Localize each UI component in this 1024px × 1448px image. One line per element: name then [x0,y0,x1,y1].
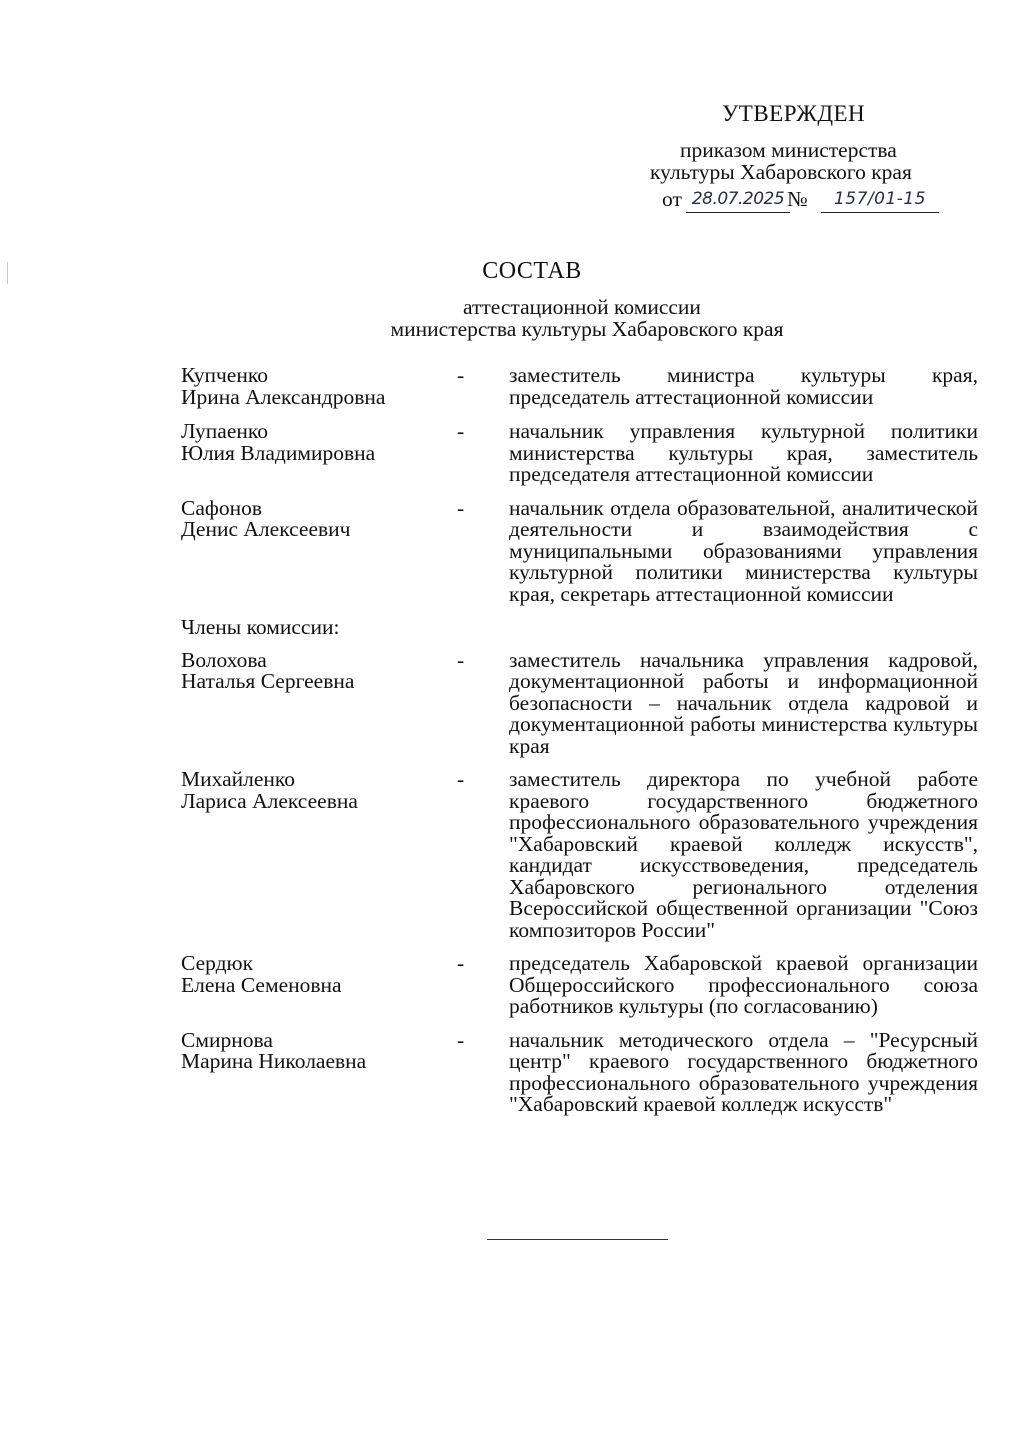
separator-dash: - [457,951,465,975]
separator-dash: - [457,495,465,520]
separator-dash: - [457,647,465,672]
member-role: заместитель начальника управления кадровой, документационной работы и информационной безопасности – начальник отдела кадровой и документационной работы министерства культуры края [509,647,978,758]
member-given-names: Юлия Владимировна [181,440,376,465]
member-given-names: Денис Алексеевич [181,517,351,541]
member-name [181,953,457,996]
separator-dash: - [457,363,465,387]
member-surname: Сафонов [181,495,262,520]
member-surname: Смирнова [181,1027,273,1052]
separator-dash: - [457,419,465,443]
member-given-names: Марина Николаевна [181,1049,367,1073]
member-given-names: Наталья Сергеевна [181,669,355,693]
document-title: СОСТАВ [482,258,582,284]
document-subtitle-line-1: аттестационной комиссии [463,295,701,319]
approval-line-2: культуры Хабаровского края [650,160,912,184]
member-surname: Волохова [181,647,267,672]
end-of-list-rule [487,1239,668,1240]
separator-dash: - [457,767,465,791]
member-row [181,1027,978,1116]
member-role: председатель Хабаровской краевой организации Общероссийского профессионального союза работников культуры (по согласованию) [509,951,978,1018]
member-name [181,769,457,812]
member-given-names: Лариса Алексеевна [181,788,358,813]
separator-dash: - [457,1027,465,1052]
members-section-label: Члены комиссии: [181,615,340,639]
member-given-names: Елена Семеновна [181,972,342,997]
order-prefix: от [662,187,682,211]
member-name [181,421,457,464]
approval-title: УТВЕРЖДЕН [722,101,866,126]
member-given-names: Ирина Александровна [181,384,386,409]
member-row [181,769,978,941]
member-row [181,953,978,1018]
member-name [181,1027,457,1073]
member-name [181,495,457,541]
member-name [181,647,457,693]
member-surname: Лупаенко [181,419,268,443]
member-role: заместитель министра культуры края, председатель аттестационной комиссии [509,363,978,409]
member-surname: Купченко [181,363,268,387]
member-row [181,495,978,606]
member-surname: Михайленко [181,767,296,791]
commission-list [181,365,978,1116]
member-role: начальник отдела образовательной, аналитической деятельности и взаимодействия с муниципальными образованиями управления культурной политики министерства культуры края, секретарь аттестационной комиссии [509,495,978,606]
document-subtitle-line-2: министерства культуры Хабаровского края [390,317,784,341]
order-date-handwritten: 28.07.2025 [686,186,790,213]
member-name [181,365,457,408]
member-row [181,365,978,408]
approval-line-1: приказом министерства [680,138,897,162]
member-row [181,647,978,758]
member-role: начальник управления культурной политики министерства культуры края, заместитель председателя аттестационной комиссии [509,419,978,486]
member-row [181,421,978,486]
order-number-sign: № [787,187,808,211]
member-role: заместитель директора по учебной работе краевого государственного бюджетного профессионального образовательного учреждения "Хабаровский краевой колледж искусств", кандидат искусствоведения, председатель Хабаровского регионального отделения Всероссийской общественной организации "Союз композиторов России" [509,767,978,942]
member-surname: Сердюк [181,951,254,975]
member-role: начальник методического отдела – "Ресурсный центр" краевого государственного бюджетного профессионального образовательного учреждения "Хабаровский краевой колледж искусств" [509,1027,978,1116]
order-number-handwritten: 157/01-15 [821,186,939,213]
